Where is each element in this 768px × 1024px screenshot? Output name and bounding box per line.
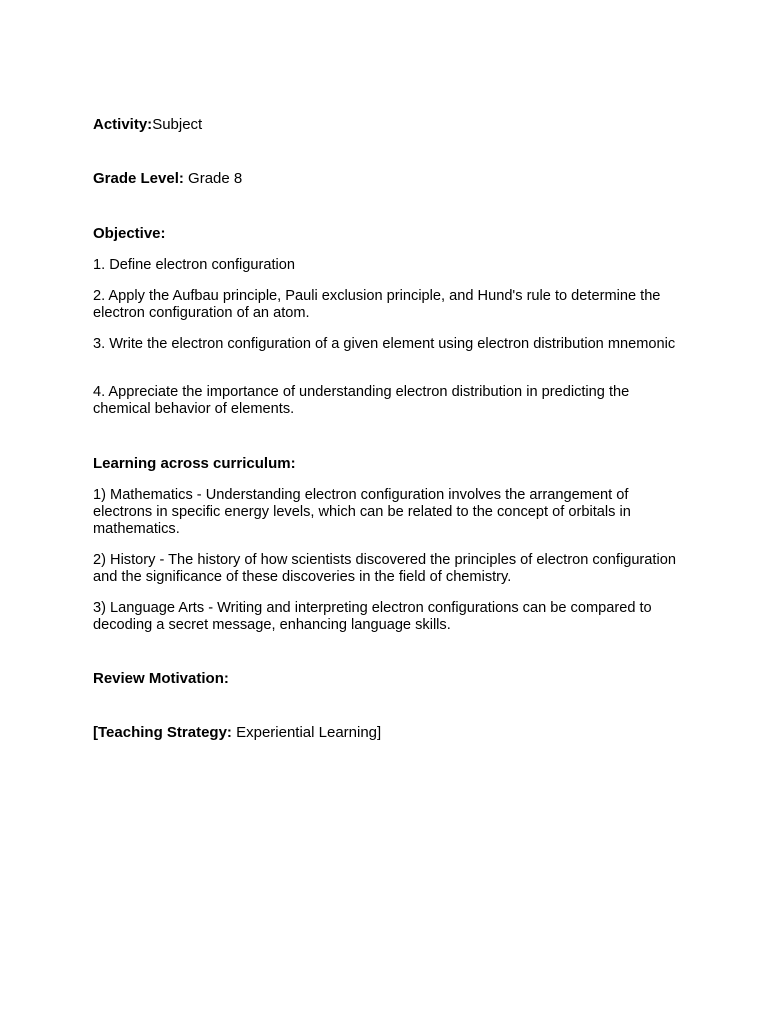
objective-item-2: 2. Apply the Aufbau principle, Pauli exclusion principle, and Hund's rule to determine the electron configuration of an atom. <box>93 288 661 321</box>
teaching-strategy-value: Experiential Learning <box>236 724 378 741</box>
objective-item-4: 4. Appreciate the importance of understanding electron distribution in predicting the chemical behavior of elements. <box>93 384 630 417</box>
grade-level-line <box>93 170 242 188</box>
review-motivation-heading: Review Motivation: <box>93 670 229 687</box>
objective-item-3: 3. Write the electron configuration of a given element using electron distribution mnemonic <box>93 336 676 352</box>
teaching-strategy-line <box>93 724 381 742</box>
activity-label: Activity: <box>93 116 153 133</box>
objective-item-1: 1. Define electron configuration <box>93 257 296 273</box>
grade-level-label: Grade Level: <box>93 170 184 187</box>
teaching-strategy-open-bracket: [ <box>93 724 98 741</box>
teaching-strategy-close-bracket: ] <box>377 724 382 741</box>
teaching-strategy-label: Teaching Strategy: <box>98 724 232 741</box>
curriculum-item-3: 3) Language Arts - Writing and interpreting electron configurations can be compared to decoding a secret message, enhancing language skills. <box>93 600 652 633</box>
activity-line <box>93 116 202 134</box>
curriculum-item-1: 1) Mathematics - Understanding electron configuration involves the arrangement of electrons in specific energy levels, which can be related to the concept of orbitals in mathematics. <box>93 487 631 537</box>
curriculum-item-2: 2) History - The history of how scientists discovered the principles of electron configuration and the significance of these discoveries in the field of chemistry. <box>93 552 676 585</box>
learning-across-curriculum-heading: Learning across curriculum: <box>93 455 296 472</box>
objective-heading: Objective: <box>93 225 166 242</box>
grade-level-value: Grade 8 <box>188 170 243 187</box>
activity-value: Subject <box>152 116 203 133</box>
